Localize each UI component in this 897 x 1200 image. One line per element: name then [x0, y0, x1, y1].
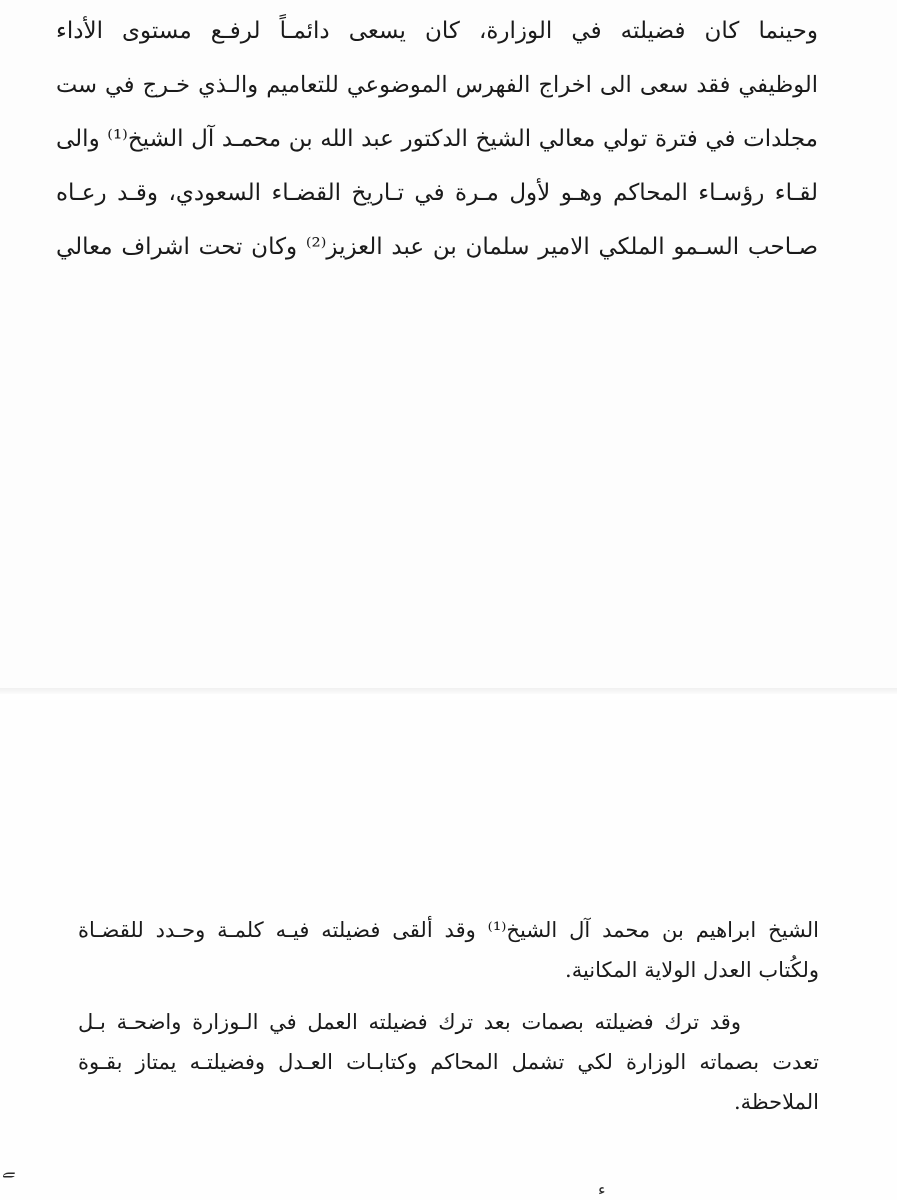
bottom-paragraph-line: الملاحظة.	[733, 1090, 819, 1114]
top-paragraph-line: مجلدات في فترة تولي معالي الشيخ الدكتور عبد الله بن محمـد آل الشيخ⁽¹⁾ والى	[56, 126, 818, 152]
left-edge-mark: ﮯ	[2, 1158, 15, 1179]
bottom-paragraph-line: الشيخ ابراهيم بن محمد آل الشيخ⁽¹⁾ وقد ألقى فضيلته فيـه كلمـة وحـدد للقضـاة	[78, 918, 819, 942]
top-paragraph	[56, 0, 818, 274]
bottom-edge-mark: ء	[598, 1180, 606, 1199]
top-paragraph-line: صـاحب السـمو الملكي الامير سلمان بن عبد العزيز⁽²⁾ وكان تحت اشراف معالي	[56, 234, 818, 260]
bottom-paragraph-line: ولكُتاب العدل الولاية المكانية.	[565, 958, 819, 982]
top-paragraph-line: وحينما كان فضيلته في الوزارة، كان يسعى دائمـاً لرفـع مستوى الأداء	[56, 18, 818, 44]
bottom-paragraphs	[78, 910, 819, 1122]
bottom-paragraph-line: تعدت بصماته الوزارة لكي تشمل المحاكم وكتابـات العـدل وفضيلتـه يمتاز بقـوة	[78, 1050, 819, 1074]
top-paragraph-line: الوظيفي فقد سعى الى اخراج الفهرس الموضوعي للتعاميم والـذي خـرج في ست	[56, 72, 818, 98]
top-paragraph-line: لقـاء رؤسـاء المحاكم وهـو لأول مـرة في تـاريخ القضـاء السعودي، وقـد رعـاه	[56, 180, 818, 206]
bottom-paragraph-line: وقد ترك فضيلته بصمات بعد ترك فضيلته العمل في الـوزارة واضحـة بـل	[78, 1010, 741, 1034]
